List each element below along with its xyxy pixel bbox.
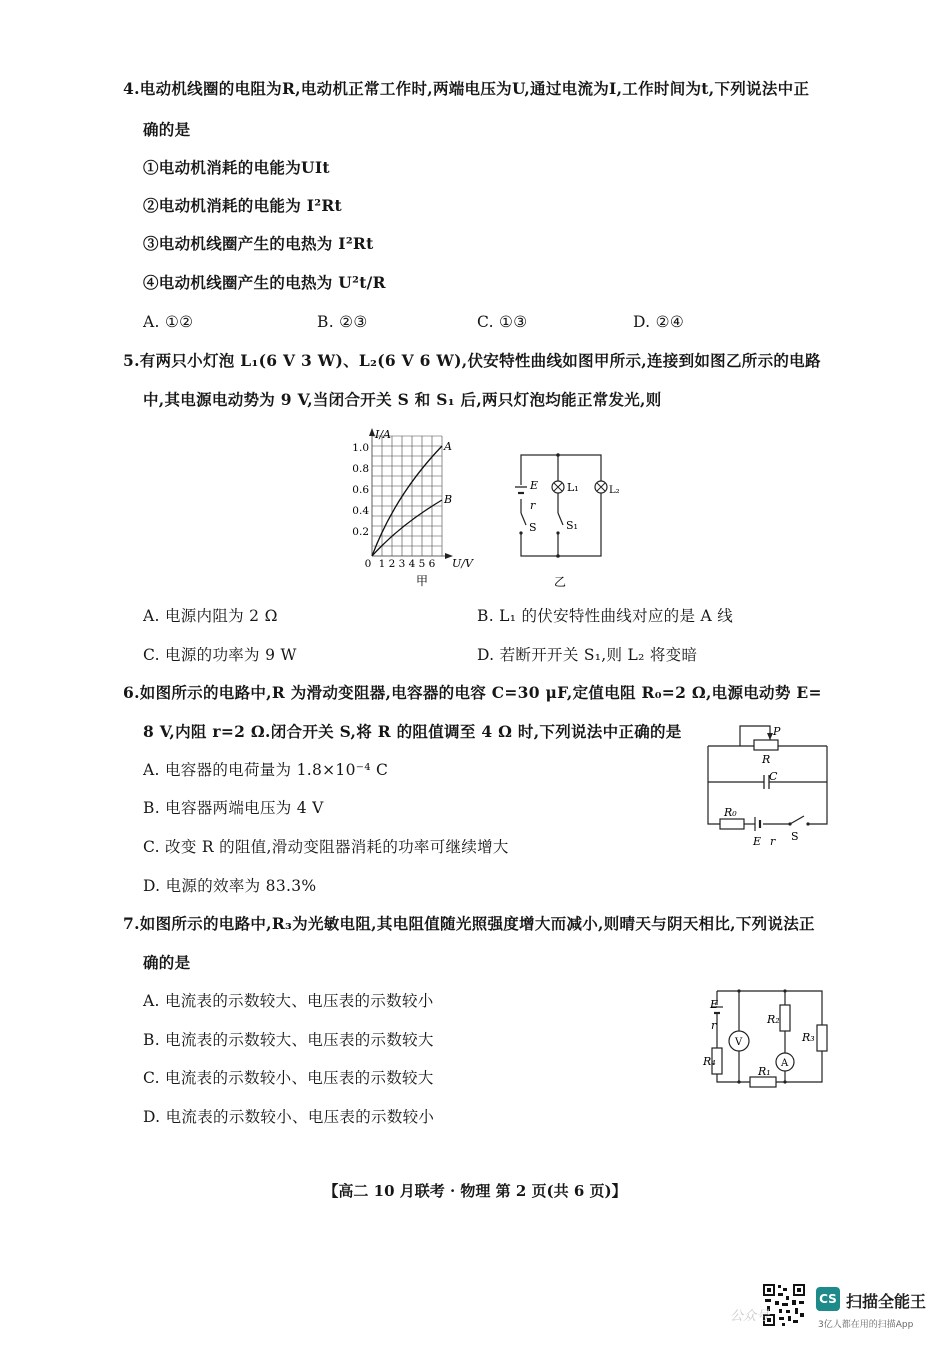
q5-xtick: 1 [378,558,386,570]
q4-statement-4: ④电动机线圈产生的电热为 U²t/R [143,273,386,292]
q4-option-c: C. ①③ [477,313,528,331]
q6-option-b: B. 电容器两端电压为 4 V [143,799,324,817]
q5-xtick: 3 [398,558,406,570]
watermark-text: 公众号 [730,1309,770,1324]
q5-curve-b [372,500,442,556]
q4-option-a: A. ①② [143,313,194,331]
q5-ytick: 0.8 [352,463,369,475]
q4-option-d: D. ②④ [633,313,685,331]
q5-xtick: 4 [408,558,416,570]
q5-option-d: D. 若断开开关 S₁,则 L₂ 将变暗 [477,646,698,664]
q6-label-r0: R₀ [724,806,737,819]
q7-label-r2: R₂ [767,1013,780,1026]
q6-rheostat [754,740,778,750]
q6-circuit-figure [700,718,835,848]
q4-statement-1: ①电动机消耗的电能为UIt [143,158,330,177]
brand-tagline: 3亿人都在用的扫描App [818,1320,914,1330]
q7-option-d: D. 电流表的示数较小、电压表的示数较小 [143,1108,435,1126]
q6-option-d: D. 电源的效率为 83.3% [143,877,317,895]
q5-figure-jia-caption: 甲 [415,574,429,588]
q7-label-r4: R₄ [703,1055,716,1068]
q7-label-a: A [781,1058,789,1069]
q5-stem-line1: 5.有两只小灯泡 L₁(6 V 3 W)、L₂(6 V 6 W),伏安特性曲线如图甲所示,连接到如图乙所示的电路 [123,351,821,370]
q5-ytick: 0.6 [352,484,369,496]
page-footer: 【高二 10 月联考 · 物理 第 2 页(共 6 页)】 [323,1182,627,1200]
q7-label-r1: R₁ [758,1065,771,1078]
q5-xtick: 5 [418,558,426,570]
q7-stem-line2: 确的是 [143,953,191,972]
q5-graph-xlabel: U/V [452,557,473,570]
q6-switch [790,816,804,824]
q5-option-b: B. L₁ 的伏安特性曲线对应的是 A 线 [477,607,734,625]
q6-stem-line1: 6.如图所示的电路中,R 为滑动变阻器,电容器的电容 C=30 μF,定值电阻 R₀=2 Ω,电源电动势 E= [123,683,822,702]
q6-option-c: C. 改变 R 的阻值,滑动变阻器消耗的功率可继续增大 [143,838,509,856]
q7-option-b: B. 电流表的示数较大、电压表的示数较大 [143,1031,434,1049]
q5-graph-ylabel: I/A [375,428,391,441]
q5-figure-jia-iv-graph [345,420,480,592]
q4-statement-2: ②电动机消耗的电能为 I²Rt [143,196,342,215]
q7-label-r: r [711,1019,717,1032]
q4-statement-3: ③电动机线圈产生的电热为 I²Rt [143,234,374,253]
q5-figure-yi-circuit [505,445,620,590]
q7-circuit-figure [698,983,833,1098]
q5-circuit-r: r [530,499,536,512]
q6-stem-line2: 8 V,内阻 r=2 Ω.闭合开关 S,将 R 的阻值调至 4 Ω 时,下列说法中正确的是 [143,722,682,741]
q7-label-r3: R₃ [802,1031,815,1044]
q5-ytick: 0.2 [352,526,369,538]
q6-label-r-internal: r [770,835,776,848]
q5-xtick: 2 [388,558,396,570]
q6-option-a: A. 电容器的电荷量为 1.8×10⁻⁴ C [143,761,389,779]
q5-circuit-s: S [529,521,537,534]
q7-resistor-r3 [817,1025,827,1051]
q5-xtick: 6 [428,558,436,570]
q5-ytick: 1.0 [352,442,369,454]
q5-circuit-e: E [530,479,539,492]
q4-stem-line1: 4.电动机线圈的电阻为R,电动机正常工作时,两端电压为U,通过电流为I,工作时间为t,下列说法中正 [123,79,810,98]
q4-option-b: B. ②③ [317,313,368,331]
q7-resistor-r1 [750,1077,776,1087]
q7-label-v: V [735,1037,743,1048]
q7-stem-line1: 7.如图所示的电路中,R₃为光敏电阻,其电阻值随光照强度增大而减小,则晴天与阴天相比,下列说法正 [123,914,815,933]
q6-label-e: E [753,835,762,848]
q6-label-c: C [769,770,778,783]
q5-curve-a-label: A [444,440,452,453]
camscanner-logo-icon: CS [816,1287,840,1311]
q6-label-s: S [791,830,799,843]
q5-curve-b-label: B [444,493,453,506]
q4-stem-line2: 确的是 [143,120,191,139]
q5-curve-a [372,446,442,556]
q6-resistor-r0 [720,819,744,829]
q7-option-c: C. 电流表的示数较小、电压表的示数较大 [143,1069,434,1087]
q6-label-p: P [773,725,781,738]
q5-graph-grid [372,436,442,556]
q5-circuit-l2: L₂ [609,485,620,496]
q5-circuit-l1: L₁ [567,481,579,494]
q6-label-r: R [762,753,771,766]
q5-xtick: 0 [364,558,372,570]
q7-label-e: E [710,998,719,1011]
brand-name: 扫描全能王 [846,1292,927,1311]
q5-stem-line2: 中,其电源电动势为 9 V,当闭合开关 S 和 S₁ 后,两只灯泡均能正常发光,则 [143,390,662,409]
q5-figure-yi-caption: 乙 [553,575,567,589]
q5-circuit-s1: S₁ [566,519,578,532]
q5-ytick: 0.4 [352,505,369,517]
q5-option-c: C. 电源的功率为 9 W [143,646,297,664]
q7-resistor-r2 [780,1005,790,1031]
q7-option-a: A. 电流表的示数较大、电压表的示数较小 [143,992,434,1010]
q5-option-a: A. 电源内阻为 2 Ω [143,607,278,625]
